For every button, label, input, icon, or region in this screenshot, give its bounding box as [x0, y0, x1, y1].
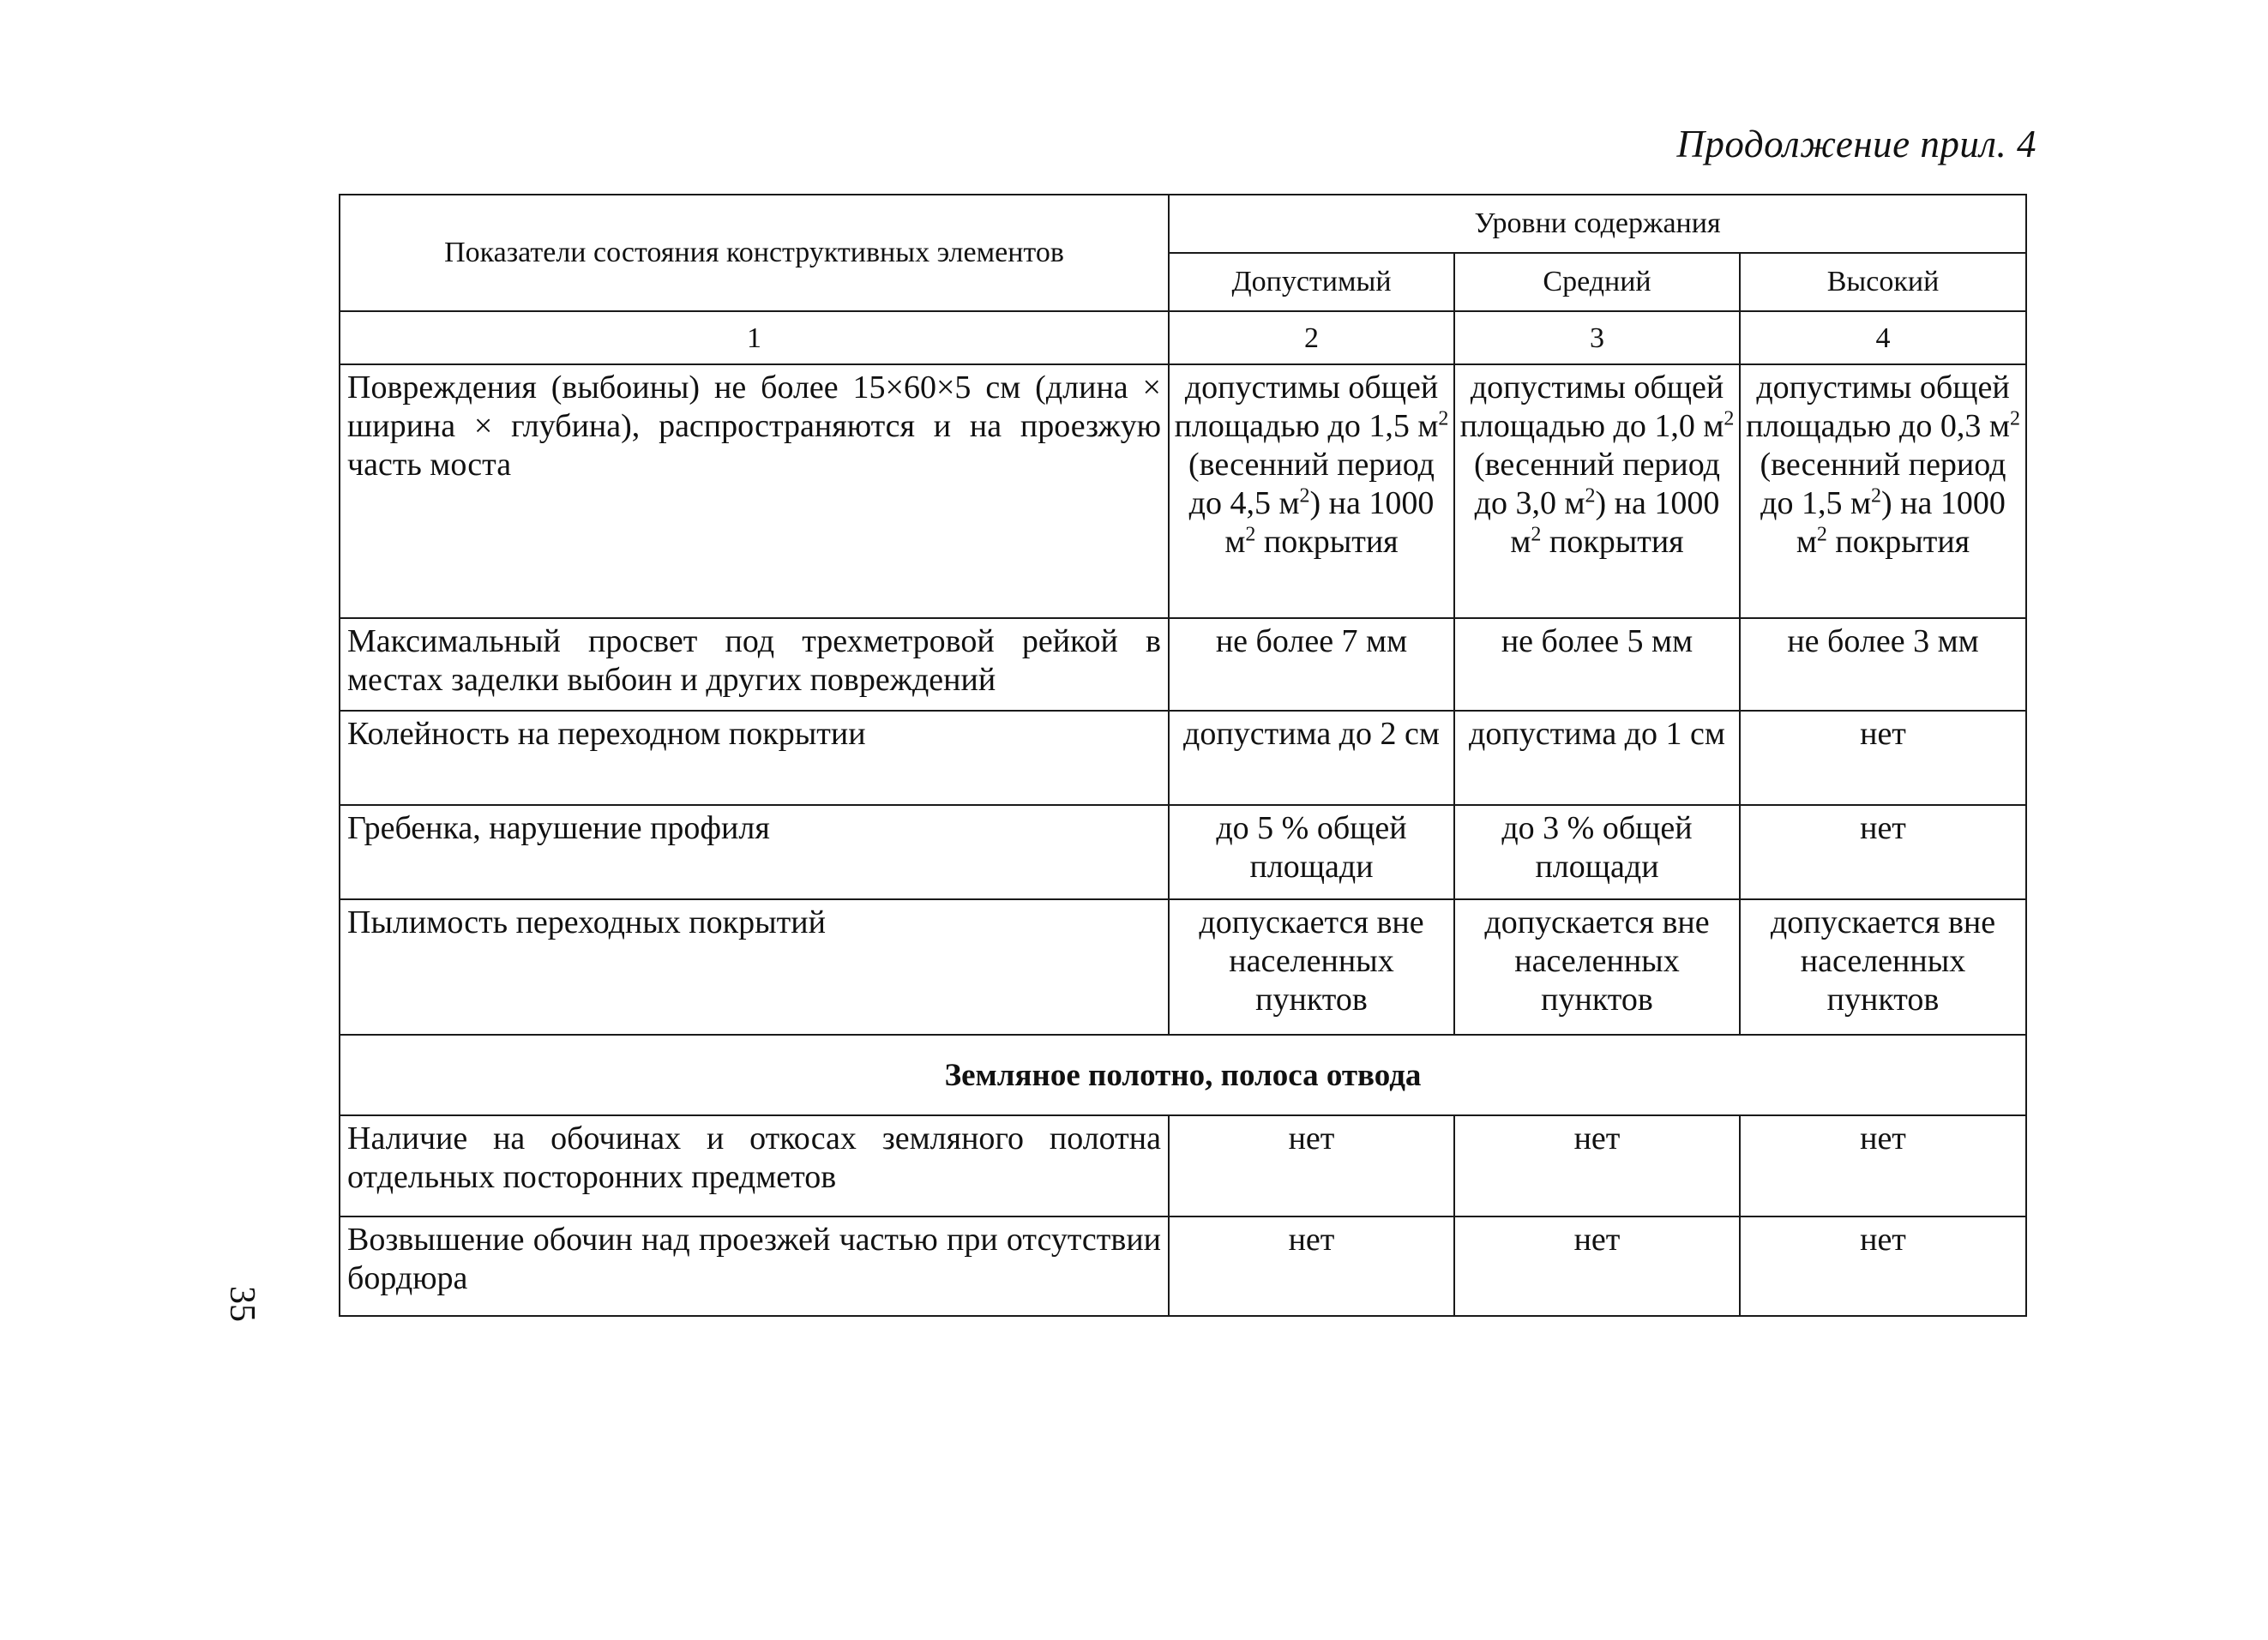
column-numbers-row: [340, 311, 2026, 364]
row-indicator: Возвышение обочин над проезжей частью при отсутствии бордюра: [340, 1216, 1169, 1316]
column-number: 2: [1169, 311, 1454, 364]
row-value: нет: [1740, 1115, 2026, 1216]
column-number: 3: [1454, 311, 1740, 364]
row-value: допускается вне населенных пунктов: [1454, 899, 1740, 1035]
row-value: допустима до 1 см: [1454, 711, 1740, 805]
header-levels: Уровни содержания: [1169, 195, 2026, 253]
table-row: [340, 805, 2026, 899]
page-number: 35: [222, 1286, 262, 1322]
table-row: [340, 711, 2026, 805]
section-title: Земляное полотно, полоса отвода: [340, 1035, 2026, 1115]
header-indicators: Показатели состояния конструктивных элементов: [340, 195, 1169, 311]
row-value: нет: [1454, 1115, 1740, 1216]
row-value: нет: [1454, 1216, 1740, 1316]
header-level-medium: Средний: [1454, 253, 1740, 311]
row-indicator: Повреждения (выбоины) не более 15×60×5 см (длина × ширина × глубина), распространяются и на проезжую часть моста: [340, 364, 1169, 618]
row-value: допускается вне населенных пунктов: [1740, 899, 2026, 1035]
row-value: допустимы общей площадью до 0,3 $м^2$ (весенний период до 1,5 $м^2$) на 1000 $м^2$ покрытия: [1740, 364, 2026, 618]
row-value: допустимы общей площадью до 1,0 $м^2$ (весенний период до 3,0 $м^2$) на 1000 $м^2$ покрытия: [1454, 364, 1740, 618]
header-level-permissible: Допустимый: [1169, 253, 1454, 311]
row-value: нет: [1169, 1216, 1454, 1316]
row-value: до 5 % общей площади: [1169, 805, 1454, 899]
row-indicator: Колейность на переходном покрытии: [340, 711, 1169, 805]
maintenance-levels-table: [339, 194, 2027, 1317]
page-heading: Продолжение прил. 4: [1676, 123, 2036, 165]
row-value: допускается вне населенных пунктов: [1169, 899, 1454, 1035]
table-row: [340, 899, 2026, 1035]
row-value: нет: [1740, 711, 2026, 805]
header-row: [340, 195, 2026, 253]
table-row: [340, 1115, 2026, 1216]
column-number: 1: [340, 311, 1169, 364]
header-level-high: Высокий: [1740, 253, 2026, 311]
row-value: нет: [1740, 805, 2026, 899]
row-value: не более 3 мм: [1740, 618, 2026, 711]
table-row: [340, 618, 2026, 711]
row-indicator: Наличие на обочинах и откосах земляного полотна отдельных посторонних предметов: [340, 1115, 1169, 1216]
row-value: допустимы общей площадью до 1,5 $м^2$ (весенний период до 4,5 $м^2$) на 1000 $м^2$ покрытия: [1169, 364, 1454, 618]
section-row: [340, 1035, 2026, 1115]
row-value: допустима до 2 см: [1169, 711, 1454, 805]
row-value: не более 7 мм: [1169, 618, 1454, 711]
row-indicator: Максимальный просвет под трехметровой рейкой в местах заделки выбоин и других повреждений: [340, 618, 1169, 711]
row-value: нет: [1740, 1216, 2026, 1316]
row-value: не более 5 мм: [1454, 618, 1740, 711]
table-row: [340, 364, 2026, 618]
row-indicator: Гребенка, нарушение профиля: [340, 805, 1169, 899]
column-number: 4: [1740, 311, 2026, 364]
row-indicator: Пылимость переходных покрытий: [340, 899, 1169, 1035]
row-value: до 3 % общей площади: [1454, 805, 1740, 899]
row-value: нет: [1169, 1115, 1454, 1216]
table-row: [340, 1216, 2026, 1316]
